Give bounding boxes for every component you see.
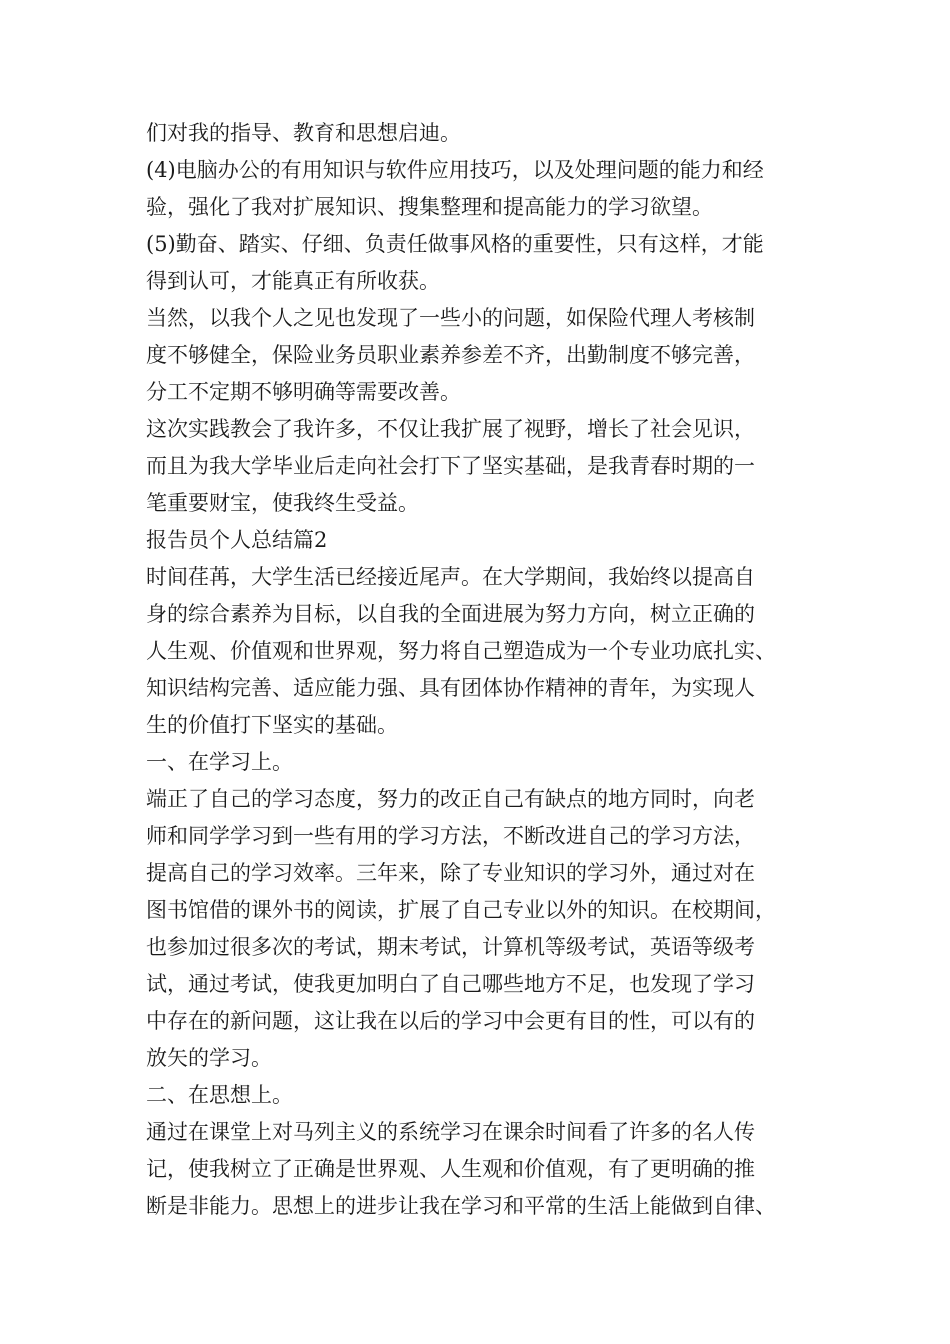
text-line: (5)勤奋、踏实、仔细、负责任做事风格的重要性，只有这样，才能 [146, 232, 764, 256]
text-line: 也参加过很多次的考试，期末考试，计算机等级考试，英语等级考 [146, 935, 755, 959]
section-heading: 报告员个人总结篇2 [146, 528, 328, 552]
text-line: 分工不定期不够明确等需要改善。 [146, 380, 461, 404]
text-line: 得到认可，才能真正有所收获。 [146, 269, 440, 293]
text-line: 这次实践教会了我许多，不仅让我扩展了视野，增长了社会见识， [146, 417, 755, 441]
text-line: 验，强化了我对扩展知识、搜集整理和提高能力的学习欲望。 [146, 195, 713, 219]
text-line: 们对我的指导、教育和思想启迪。 [146, 121, 461, 145]
subsection-heading: 一、在学习上。 [146, 750, 293, 774]
text-line: 而且为我大学毕业后走向社会打下了坚实基础，是我青春时期的一 [146, 454, 755, 478]
text-line: 端正了自己的学习态度，努力的改正自己有缺点的地方同时，向老 [146, 787, 755, 811]
text-line: 断是非能力。思想上的进步让我在学习和平常的生活上能做到自律、 [146, 1194, 776, 1218]
text-line: 图书馆借的课外书的阅读，扩展了自己专业以外的知识。在校期间， [146, 898, 776, 922]
text-line: 中存在的新问题，这让我在以后的学习中会更有目的性，可以有的 [146, 1009, 755, 1033]
subsection-heading: 二、在思想上。 [146, 1083, 293, 1107]
text-line: 笔重要财宝，使我终生受益。 [146, 491, 419, 515]
text-line: 时间荏苒，大学生活已经接近尾声。在大学期间，我始终以提高自 [146, 565, 755, 589]
text-line: 提高自己的学习效率。三年来，除了专业知识的学习外，通过对在 [146, 861, 755, 885]
text-line: 知识结构完善、适应能力强、具有团体协作精神的青年，为实现人 [146, 676, 755, 700]
text-line: 通过在课堂上对马列主义的系统学习在课余时间看了许多的名人传 [146, 1120, 755, 1144]
text-line: 身的综合素养为目标，以自我的全面进展为努力方向，树立正确的 [146, 602, 755, 626]
text-line: 度不够健全，保险业务员职业素养参差不齐，出勤制度不够完善， [146, 343, 755, 367]
text-line: 记，使我树立了正确是世界观、人生观和价值观，有了更明确的推 [146, 1157, 755, 1181]
text-line: 放矢的学习。 [146, 1046, 272, 1070]
text-line: (4)电脑办公的有用知识与软件应用技巧，以及处理问题的能力和经 [146, 158, 764, 182]
text-line: 人生观、价值观和世界观，努力将自己塑造成为一个专业功底扎实、 [146, 639, 776, 663]
text-line: 当然，以我个人之见也发现了一些小的问题，如保险代理人考核制 [146, 306, 755, 330]
text-line: 试，通过考试，使我更加明白了自己哪些地方不足，也发现了学习 [146, 972, 755, 996]
text-line: 生的价值打下坚实的基础。 [146, 713, 398, 737]
text-line: 师和同学学习到一些有用的学习方法，不断改进自己的学习方法， [146, 824, 755, 848]
document-body [146, 115, 836, 1225]
